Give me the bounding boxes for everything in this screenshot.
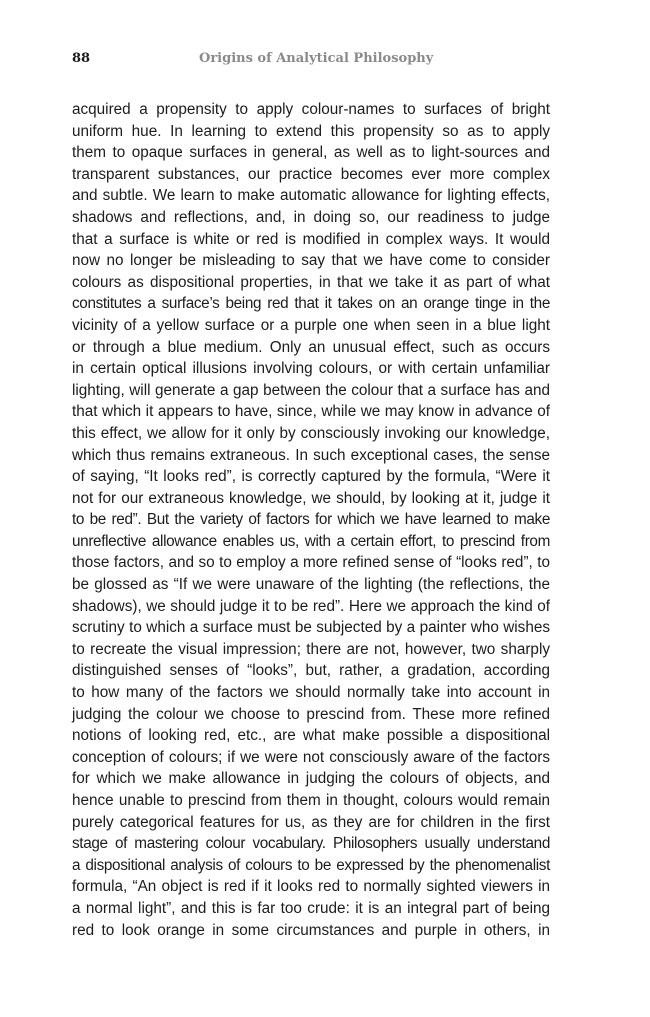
text-line: distinguished senses of “looks”, but, rather, a gradation, according [72, 662, 550, 680]
text-line: scrutiny to which a surface must be subjected by a painter who wishes [72, 619, 550, 637]
text-line: red to look orange in some circumstances and purple in others, in [72, 921, 550, 939]
page-number: 88 [72, 51, 91, 66]
text-line: vicinity of a yellow surface or a purple one when seen in a blue light [72, 316, 550, 334]
text-line: a dispositional analysis of colours to be expressed by the phenomenalist [72, 856, 550, 874]
text-line: them to opaque surfaces in general, as well as to light-sources and [72, 144, 550, 162]
text-line: those factors, and so to employ a more refined sense of “looks red”, to [72, 554, 550, 572]
text-line: to how many of the factors we should normally take into account in [72, 684, 550, 702]
text-line: and subtle. We learn to make automatic allowance for lighting effects, [72, 187, 550, 205]
text-line: stage of mastering colour vocabulary. Philosophers usually understand [72, 835, 550, 853]
text-line: acquired a propensity to apply colour-names to surfaces of bright [72, 101, 550, 118]
text-line: shadows), we should judge it to be red”. Here we approach the kind of [72, 597, 550, 615]
text-line: a normal light”, and this is far too crude: it is an integral part of being [72, 899, 550, 917]
text-line: constitutes a surface’s being red that it takes on an orange tinge in the [72, 295, 550, 313]
text-line: to be red”. But the variety of factors for which we have learned to make [72, 511, 550, 529]
text-line: this effect, we allow for it only by consciously invoking our knowledge, [72, 424, 550, 442]
text-line: now no longer be misleading to say that we have come to consider [72, 252, 550, 270]
body-paragraph [72, 99, 550, 941]
text-line: for which we make allowance in judging the colours of objects, and [72, 770, 550, 788]
text-line: unreflective allowance enables us, with a certain effort, to prescind from [72, 532, 550, 550]
text-line: to recreate the visual impression; there are not, however, two sharply [72, 640, 550, 658]
text-line: judging the colour we choose to prescind from. These more refined [72, 705, 550, 723]
text-line: shadows and reflections, and, in doing so, our readiness to judge [72, 208, 550, 226]
text-line: colours as dispositional properties, in that we take it as part of what [72, 273, 550, 291]
text-line: not for our extraneous knowledge, we should, by looking at it, judge it [72, 489, 550, 507]
text-line: that a surface is white or red is modified in complex ways. It would [72, 230, 550, 248]
text-line: which thus remains extraneous. In such exceptional cases, the sense [72, 446, 550, 464]
text-line: lighting, will generate a gap between the colour that a surface has and [72, 381, 550, 399]
running-head [72, 51, 552, 71]
text-line: purely categorical features for us, as they are for children in the first [72, 813, 550, 831]
text-line: that which it appears to have, since, while we may know in advance of [72, 403, 550, 421]
text-line: transparent substances, our practice becomes ever more complex [72, 165, 550, 183]
text-line: conception of colours; if we were not consciously aware of the factors [72, 748, 550, 766]
text-line: or through a blue medium. Only an unusual effect, such as occurs [72, 338, 550, 356]
text-line: hence unable to prescind from them in thought, colours would remain [72, 792, 550, 809]
text-line: be glossed as “If we were unaware of the lighting (the reflections, the [72, 576, 550, 594]
text-line: uniform hue. In learning to extend this propensity so as to apply [72, 122, 550, 140]
text-line: notions of looking red, etc., are what make possible a dispositional [72, 727, 550, 745]
text-line: of saying, “It looks red”, is correctly captured by the formula, “Were it [72, 468, 550, 486]
text-line: formula, “An object is red if it looks red to normally sighted viewers in [72, 878, 550, 896]
running-title: Origins of Analytical Philosophy [199, 51, 434, 66]
text-line: in certain optical illusions involving colours, or with certain unfamiliar [72, 360, 550, 378]
